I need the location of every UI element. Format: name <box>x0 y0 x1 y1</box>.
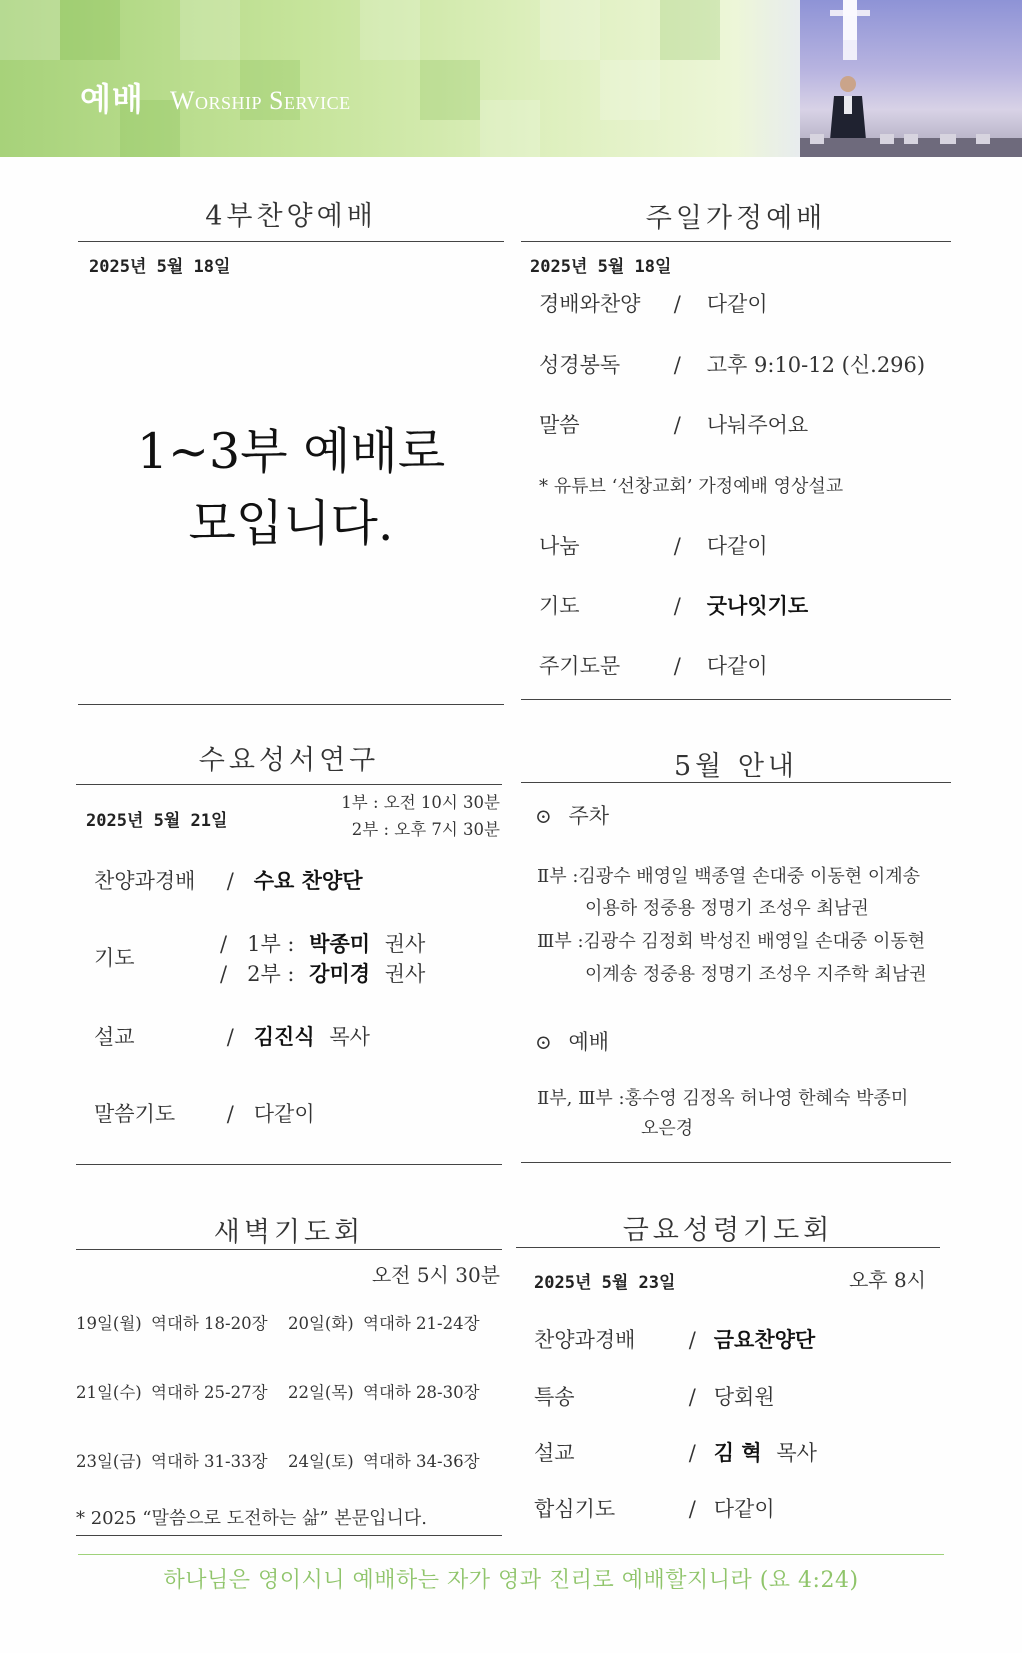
worship-line1 <box>537 1084 908 1110</box>
service-date: 2025년 5월 18일 <box>530 257 672 277</box>
dawn-item <box>76 1448 268 1472</box>
parking-part3-line1 <box>537 927 925 953</box>
dawn-note: * 2025 “말씀으로 도전하는 삶” 본문입니다. <box>76 1508 427 1529</box>
names: 김광수 배영일 백종열 손대중 이동현 이계송 <box>578 866 921 887</box>
divider <box>78 241 504 242</box>
prayer-title: 권사 <box>384 962 426 986</box>
notice-line-1: 1~3부 예배로 <box>136 423 446 480</box>
names: 김광수 김정회 박성진 배영일 손대중 이동현 <box>583 931 926 952</box>
part-label: Ⅲ부 : <box>537 931 584 952</box>
divider <box>521 241 951 242</box>
day: 23일(금) <box>76 1452 142 1471</box>
youtube-note: * 유튜브 ‘선창교회’ 가정예배 영상설교 <box>539 476 844 497</box>
program-row: 말씀 / 나눠주어요 <box>539 409 808 439</box>
dawn-item <box>288 1448 480 1472</box>
dawn-item <box>288 1310 480 1334</box>
section-title: 주일가정예배 <box>645 203 827 234</box>
row-label: 특송 <box>534 1385 575 1409</box>
worship-heading <box>535 1026 609 1056</box>
reading: 역대하 25-27장 <box>151 1383 268 1402</box>
divider <box>78 704 504 705</box>
row-value: 고후 9:10-12 (신.296) <box>706 353 926 377</box>
prayer-name: 박종미 <box>309 932 371 956</box>
row-label: 찬양과경배 <box>94 869 196 893</box>
service-date: 2025년 5월 23일 <box>534 1273 676 1293</box>
row-label: 성경봉독 <box>539 353 621 377</box>
program-row: 성경봉독 / 고후 9:10-12 (신.296) <box>539 349 925 379</box>
row-label: 합심기도 <box>534 1497 616 1521</box>
program-row: 설교 / 김진식 목사 <box>94 1021 370 1051</box>
banner-tile <box>660 0 720 60</box>
day: 19일(월) <box>76 1314 142 1333</box>
part-label: Ⅱ부 : <box>537 866 579 887</box>
banner-subtitle: Worship Service <box>170 86 351 115</box>
banner-tile <box>420 60 480 120</box>
section-dawn-prayer <box>76 1200 502 1540</box>
divider <box>76 1164 502 1165</box>
service-date: 2025년 5월 21일 <box>86 811 228 831</box>
row-value: 당회원 <box>713 1385 775 1409</box>
names: 홍수영 김정옥 허나영 한혜숙 박종미 <box>624 1088 909 1109</box>
program-row: 특송 / 당회원 <box>534 1381 775 1411</box>
program-row: 주기도문 / 다같이 <box>539 650 768 680</box>
footer-verse: 하나님은 영이시니 예배하는 자가 영과 진리로 예배할지니라 (요 4:24) <box>163 1568 859 1593</box>
day: 21일(수) <box>76 1383 142 1402</box>
banner-title: 예배 <box>80 80 144 118</box>
banner-tile <box>180 0 240 60</box>
time-part1: 1부 : 오전 10시 30분 <box>341 793 500 812</box>
time-part2: 2부 : 오후 7시 30분 <box>351 820 500 839</box>
day: 20일(화) <box>288 1314 354 1333</box>
row-value: 다같이 <box>706 292 768 316</box>
row-label: 설교 <box>94 1025 135 1049</box>
program-row: 나눔 / 다같이 <box>539 530 768 560</box>
parking-part2-line2: 이용하 정중용 정명기 조성우 최남권 <box>585 898 869 919</box>
pastor-illustration <box>800 0 1022 157</box>
sermon-title: 목사 <box>776 1441 817 1465</box>
parking-part3-line2: 이계송 정중용 정명기 조성우 지주학 최남권 <box>585 964 927 985</box>
divider <box>76 784 502 785</box>
row-value: 다같이 <box>253 1102 315 1126</box>
program-row: 찬양과경배 / 금요찬양단 <box>534 1324 815 1354</box>
reading: 역대하 31-33장 <box>151 1452 268 1471</box>
pastor-photo <box>800 0 1022 157</box>
divider <box>521 699 951 700</box>
program-row: 설교 / 김 혁 목사 <box>534 1437 817 1467</box>
divider <box>76 1249 502 1250</box>
section-title: 5월 안내 <box>673 751 798 782</box>
parking-part2-line1 <box>537 862 920 888</box>
prayer-label-row <box>94 942 192 972</box>
row-value: 다같이 <box>706 654 768 678</box>
bullet-circle-icon: ⊙ <box>535 1030 552 1054</box>
divider <box>76 1535 502 1536</box>
banner-tile <box>600 60 660 120</box>
row-value: 다같이 <box>713 1497 775 1521</box>
sermon-title: 목사 <box>329 1025 370 1049</box>
row-label: 기도 <box>539 594 580 618</box>
section-title: 새벽기도회 <box>213 1217 365 1248</box>
banner-tile <box>540 0 600 60</box>
banner-tile <box>360 0 420 60</box>
footer-divider <box>78 1554 944 1555</box>
notice-line-2: 모입니다. <box>188 495 394 552</box>
banner-tile <box>480 100 540 157</box>
reading: 역대하 28-30장 <box>363 1383 480 1402</box>
prayer-part: 2부 : <box>247 962 295 986</box>
row-label: 말씀기도 <box>94 1102 176 1126</box>
dawn-item <box>288 1379 480 1403</box>
bullet-circle-icon: ⊙ <box>535 804 552 828</box>
prayer-part1-row: / 1부 : 박종미 권사 <box>220 932 426 956</box>
row-value: 굿나잇기도 <box>706 594 809 618</box>
section-service4 <box>78 190 504 710</box>
section-wednesday <box>76 728 502 1168</box>
row-value: 다같이 <box>706 534 768 558</box>
part-label: Ⅱ부, Ⅲ부 : <box>537 1088 625 1109</box>
day: 24일(토) <box>288 1452 354 1471</box>
reading: 역대하 34-36장 <box>363 1452 480 1471</box>
row-label: 나눔 <box>539 534 580 558</box>
program-row: 합심기도 / 다같이 <box>534 1493 775 1523</box>
prayer-name: 강미경 <box>309 962 371 986</box>
program-row: 경배와찬양 / 다같이 <box>539 288 768 318</box>
row-value: 수요 찬양단 <box>253 869 363 893</box>
program-row: 기도 / 굿나잇기도 <box>539 590 808 620</box>
banner-tile <box>60 0 120 60</box>
heading-label: 주차 <box>568 804 610 828</box>
section-may-notice <box>521 728 951 1168</box>
row-label: 기도 <box>94 946 135 970</box>
reading: 역대하 21-24장 <box>363 1314 480 1333</box>
section-title: 수요성서연구 <box>198 745 380 776</box>
row-value: 나눠주어요 <box>706 413 809 437</box>
parking-heading <box>535 800 609 830</box>
reading: 역대하 18-20장 <box>151 1314 268 1333</box>
row-label: 경배와찬양 <box>539 292 641 316</box>
divider <box>516 1247 940 1248</box>
section-friday-prayer <box>516 1200 940 1540</box>
dawn-item <box>76 1379 268 1403</box>
sermon-name: 김진식 <box>253 1025 315 1049</box>
service-date: 2025년 5월 18일 <box>89 257 231 277</box>
prayer-part2-row: / 2부 : 강미경 권사 <box>220 962 426 986</box>
row-label: 말씀 <box>539 413 580 437</box>
row-value: 금요찬양단 <box>713 1328 816 1352</box>
prayer-title: 권사 <box>384 932 426 956</box>
row-label: 찬양과경배 <box>534 1328 636 1352</box>
section-title: 금요성령기도회 <box>622 1215 834 1246</box>
row-label: 주기도문 <box>539 654 621 678</box>
section-title: 4부찬양예배 <box>205 201 377 232</box>
dawn-time: 오전 5시 30분 <box>371 1263 500 1287</box>
divider <box>521 782 951 783</box>
sermon-name: 김 혁 <box>713 1441 762 1465</box>
header-banner <box>0 0 1022 157</box>
dawn-item <box>76 1310 268 1334</box>
banner-tile <box>0 0 60 60</box>
prayer-part: 1부 : <box>247 932 295 956</box>
section-family-worship <box>521 190 951 710</box>
heading-label: 예배 <box>568 1030 610 1054</box>
program-row: 말씀기도 / 다같이 <box>94 1098 315 1128</box>
worship-line2: 오은경 <box>641 1118 694 1139</box>
day: 22일(목) <box>288 1383 354 1402</box>
row-label: 설교 <box>534 1441 575 1465</box>
service-time: 오후 8시 <box>848 1268 926 1292</box>
divider <box>521 1162 951 1163</box>
program-row: 찬양과경배 / 수요 찬양단 <box>94 865 363 895</box>
